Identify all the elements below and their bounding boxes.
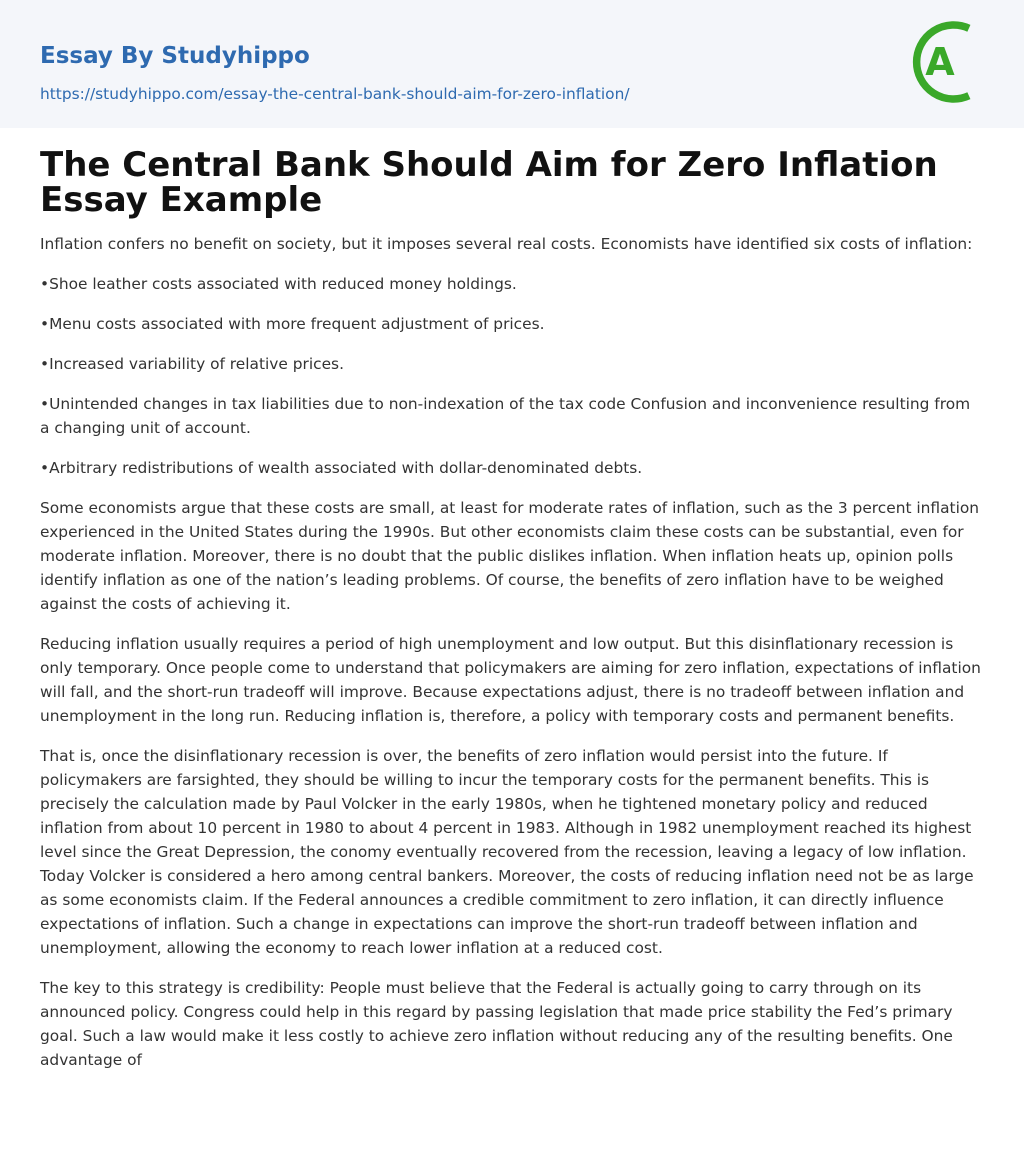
bullet-item: •Shoe leather costs associated with reduced money holdings. [40,275,517,293]
bullet-item: •Unintended changes in tax liabilities due to non-indexation of the tax code Confusion and inconvenience resulting from a changing unit of account. [40,395,971,437]
bullet-item: •Menu costs associated with more frequent adjustment of prices. [40,315,545,333]
site-name[interactable]: Essay By Studyhippo [40,43,310,69]
page-url-link[interactable]: https://studyhippo.com/essay-the-central-bank-should-aim-for-zero-inflation/ [40,85,630,103]
site-header [0,0,1024,128]
paragraph: The key to this strategy is credibility: People must believe that the Federal is actually going to carry through on its announced policy. Congress could help in this regard by passing legislation that made price stability the Fed’s primary goal. Such a law would make it less costly to achieve zero inflation without reducing any of the resulting benefits. One advantage of [40,979,953,1069]
paragraph: That is, once the disinflationary recession is over, the benefits of zero inflation would persist into the future. If policymakers are farsighted, they should be willing to incur the temporary costs for the permanent benefits. This is precisely the calculation made by Paul Volcker in the early 1980s, when he tightened monetary policy and reduced inflation from about 10 percent in 1980 to about 4 percent in 1983. Although in 1982 unemployment reached its highest level since the Great Depression, the conomy eventually recovered from the recession, leaving a legacy of low inflation. Today Volcker is considered a hero among central bankers. Moreover, the costs of reducing inflation need not be as large as some economists claim. If the Federal announces a credible commitment to zero inflation, it can directly influence expectations of inflation. Such a change in expectations can improve the short-run tradeoff between inflation and unemployment, allowing the economy to reach lower inflation at a reduced cost. [40,747,974,957]
studyhippo-logo-icon[interactable] [912,18,988,106]
paragraph: Some economists argue that these costs are small, at least for moderate rates of inflation, such as the 3 percent inflation experienced in the United States during the 1990s. But other economists claim these costs can be substantial, even for moderate inflation. Moreover, there is no doubt that the public dislikes inflation. When inflation heats up, opinion polls identify inflation as one of the nation’s leading problems. Of course, the benefits of zero inflation have to be weighed against the costs of achieving it. [40,499,980,613]
bullet-item: •Arbitrary redistributions of wealth associated with dollar-denominated debts. [40,459,643,477]
bullet-item: •Increased variability of relative prices. [40,355,344,373]
article-title: The Central Bank Should Aim for Zero Inflation Essay Example [40,145,938,220]
paragraph: Inflation confers no benefit on society, but it imposes several real costs. Economists have identified six costs of inflation: [40,235,973,253]
paragraph: Reducing inflation usually requires a period of high unemployment and low output. But this disinflationary recession is only temporary. Once people come to understand that policymakers are aiming for zero inflation, expectations of inflation will fall, and the short-run tradeoff will improve. Because expectations adjust, there is no tradeoff between inflation and unemployment in the long run. Reducing inflation is, therefore, a policy with temporary costs and permanent benefits. [40,635,981,725]
article [40,145,984,1088]
logo-letter: A [925,40,955,84]
